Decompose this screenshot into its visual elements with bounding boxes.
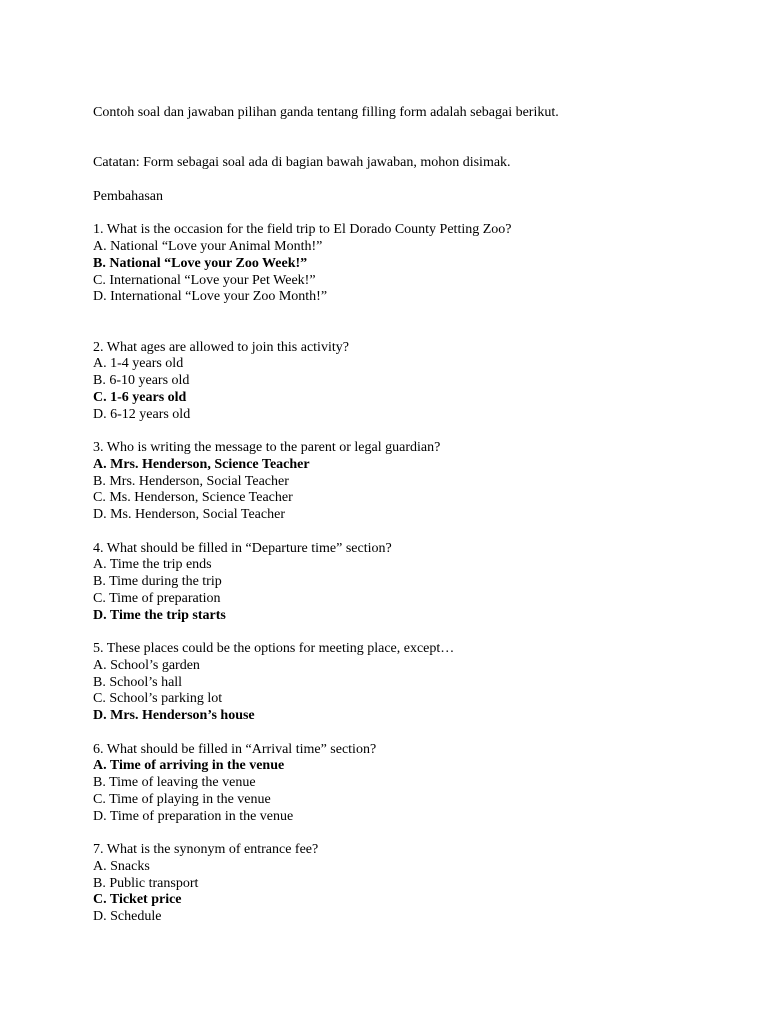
answer-option-4D-correct: D. Time the trip starts (93, 607, 226, 623)
intro-paragraph: Contoh soal dan jawaban pilihan ganda tentang filling form adalah sebagai berikut. (93, 105, 559, 120)
answer-option-1B-correct: B. National “Love your Zoo Week!” (93, 255, 308, 271)
questions (93, 222, 713, 926)
question-block-1 (93, 222, 713, 306)
question-block-2 (93, 340, 713, 424)
question-block-6 (93, 742, 713, 826)
answer-option-1A: A. National “Love your Animal Month!” (93, 239, 323, 254)
answer-option-7C-correct: C. Ticket price (93, 892, 182, 908)
answer-option-6C: C. Time of playing in the venue (93, 791, 271, 807)
answer-option-3D: D. Ms. Henderson, Social Teacher (93, 507, 285, 522)
answer-option-7D: D. Schedule (93, 909, 162, 924)
answer-option-4B: B. Time during the trip (93, 574, 222, 589)
answer-option-1D: D. International “Love your Zoo Month!” (93, 289, 328, 305)
answer-option-7B: B. Public transport (93, 875, 199, 891)
answer-option-2B: B. 6-10 years old (93, 373, 190, 388)
question-text-6: 6. What should be filled in “Arrival time” section? (93, 741, 377, 757)
question-text-3: 3. Who is writing the message to the parent or legal guardian? (93, 440, 441, 455)
answer-option-4C: C. Time of preparation (93, 590, 221, 606)
answer-option-4A: A. Time the trip ends (93, 557, 212, 573)
answer-option-5B: B. School’s hall (93, 674, 183, 690)
answer-option-6A-correct: A. Time of arriving in the venue (93, 758, 285, 774)
answer-option-6D: D. Time of preparation in the venue (93, 808, 294, 824)
document-body (93, 105, 713, 926)
answer-option-3B: B. Mrs. Henderson, Social Teacher (93, 473, 289, 489)
question-text-1: 1. What is the occasion for the field trip to El Dorado County Petting Zoo? (93, 222, 512, 238)
question-block-3 (93, 440, 713, 524)
answer-option-6B: B. Time of leaving the venue (93, 775, 256, 790)
answer-option-7A: A. Snacks (93, 858, 150, 874)
note-paragraph: Catatan: Form sebagai soal ada di bagian bawah jawaban, mohon disimak. (93, 155, 511, 171)
question-text-4: 4. What should be filled in “Departure time” section? (93, 540, 392, 556)
answer-option-3C: C. Ms. Henderson, Science Teacher (93, 490, 293, 506)
question-block-4 (93, 541, 713, 625)
section-heading: Pembahasan (93, 188, 163, 204)
answer-option-5A: A. School’s garden (93, 657, 200, 673)
answer-option-5D-correct: D. Mrs. Henderson’s house (93, 708, 255, 723)
question-text-7: 7. What is the synonym of entrance fee? (93, 842, 319, 857)
answer-option-2C-correct: C. 1-6 years old (93, 389, 187, 405)
question-text-5: 5. These places could be the options for meeting place, except… (93, 641, 455, 656)
answer-option-5C: C. School’s parking lot (93, 691, 223, 707)
question-block-7 (93, 842, 713, 926)
answer-option-1C: C. International “Love your Pet Week!” (93, 272, 316, 288)
answer-option-3A-correct: A. Mrs. Henderson, Science Teacher (93, 456, 310, 472)
answer-option-2A: A. 1-4 years old (93, 356, 184, 372)
answer-option-2D: D. 6-12 years old (93, 406, 191, 422)
question-block-5 (93, 641, 713, 725)
question-text-2: 2. What ages are allowed to join this activity? (93, 339, 349, 355)
